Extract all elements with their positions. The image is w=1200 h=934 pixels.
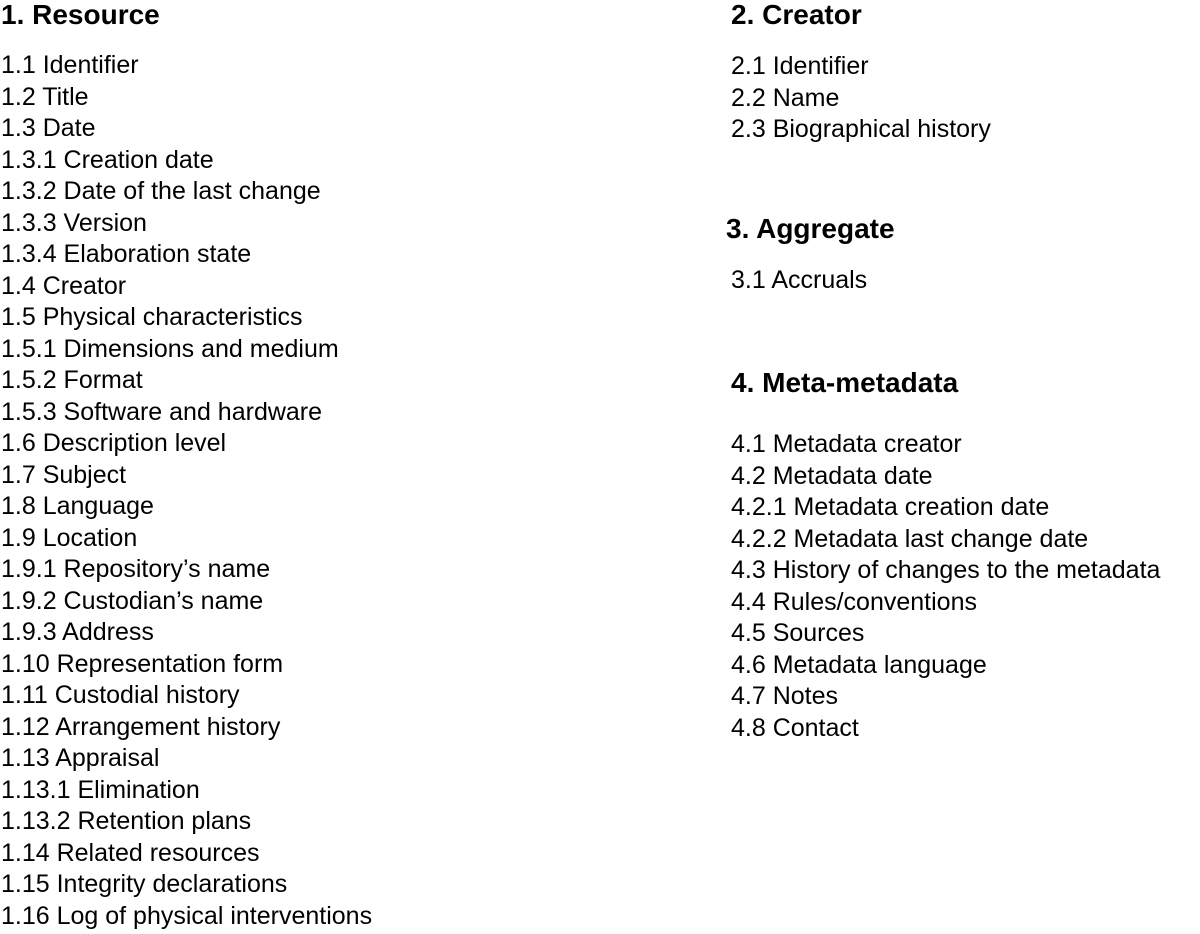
resource-item: 1.8 Language xyxy=(1,492,154,520)
resource-item: 1.14 Related resources xyxy=(1,838,260,867)
resource-item: 1.5.3 Software and hardware xyxy=(1,397,323,426)
meta-metadata-item: 4.7 Notes xyxy=(731,682,839,710)
resource-item: 1.11 Custodial history xyxy=(1,681,240,709)
resource-item: 1.9.2 Custodian’s name xyxy=(1,586,264,615)
section-title-aggregate: 3. Aggregate xyxy=(726,213,895,244)
resource-item: 1.3 Date xyxy=(1,114,96,142)
section-title-meta-metadata: 4. Meta-metadata xyxy=(731,367,959,398)
resource-item: 1.13.2 Retention plans xyxy=(1,807,252,835)
resource-item: 1.12 Arrangement history xyxy=(1,712,281,741)
meta-metadata-item: 4.2.1 Metadata creation date xyxy=(731,493,1050,521)
resource-item: 1.13 Appraisal xyxy=(1,744,160,772)
section-title-resource: 1. Resource xyxy=(1,0,160,30)
meta-metadata-item: 4.1 Metadata creator xyxy=(731,430,962,458)
meta-metadata-item: 4.4 Rules/conventions xyxy=(731,587,977,616)
resource-item: 1.7 Subject xyxy=(1,460,127,489)
resource-item: 1.1 Identifier xyxy=(1,51,139,79)
resource-item: 1.5.1 Dimensions and medium xyxy=(1,334,339,363)
meta-metadata-item: 4.3 History of changes to the metadata xyxy=(731,556,1161,584)
meta-metadata-item: 4.2.2 Metadata last change date xyxy=(731,524,1089,553)
resource-item: 1.15 Integrity declarations xyxy=(1,870,288,898)
resource-item: 1.9 Location xyxy=(1,523,138,552)
section-resource xyxy=(1,0,372,932)
meta-metadata-item: 4.8 Contact xyxy=(731,713,859,742)
resource-item: 1.3.3 Version xyxy=(1,208,147,237)
resource-item: 1.4 Creator xyxy=(1,271,127,300)
item-list-meta-metadata xyxy=(731,429,1160,744)
resource-item: 1.6 Description level xyxy=(1,429,227,457)
aggregate-item: 3.1 Accruals xyxy=(731,266,868,294)
item-list-resource xyxy=(1,50,372,932)
resource-item: 1.3.1 Creation date xyxy=(1,145,214,174)
resource-item: 1.10 Representation form xyxy=(1,649,284,678)
meta-metadata-item: 4.5 Sources xyxy=(731,619,865,647)
creator-item: 2.1 Identifier xyxy=(731,52,869,80)
section-creator xyxy=(731,0,991,146)
resource-item: 1.3.4 Elaboration state xyxy=(1,240,252,268)
resource-item: 1.2 Title xyxy=(1,82,89,111)
item-list-creator xyxy=(731,51,991,146)
resource-item: 1.9.1 Repository’s name xyxy=(1,555,271,583)
resource-item: 1.9.3 Address xyxy=(1,618,154,646)
resource-item: 1.5 Physical characteristics xyxy=(1,303,303,331)
resource-item: 1.5.2 Format xyxy=(1,366,143,394)
meta-metadata-item: 4.6 Metadata language xyxy=(731,650,987,679)
creator-item: 2.2 Name xyxy=(731,83,840,112)
section-title-creator: 2. Creator xyxy=(731,0,862,30)
resource-item: 1.13.1 Elimination xyxy=(1,775,200,804)
creator-item: 2.3 Biographical history xyxy=(731,115,991,143)
resource-item: 1.3.2 Date of the last change xyxy=(1,177,321,205)
section-meta-metadata xyxy=(731,368,1160,744)
meta-metadata-item: 4.2 Metadata date xyxy=(731,461,933,490)
resource-item: 1.16 Log of physical interventions xyxy=(1,901,373,930)
section-aggregate xyxy=(726,214,895,297)
item-list-aggregate xyxy=(731,265,900,297)
